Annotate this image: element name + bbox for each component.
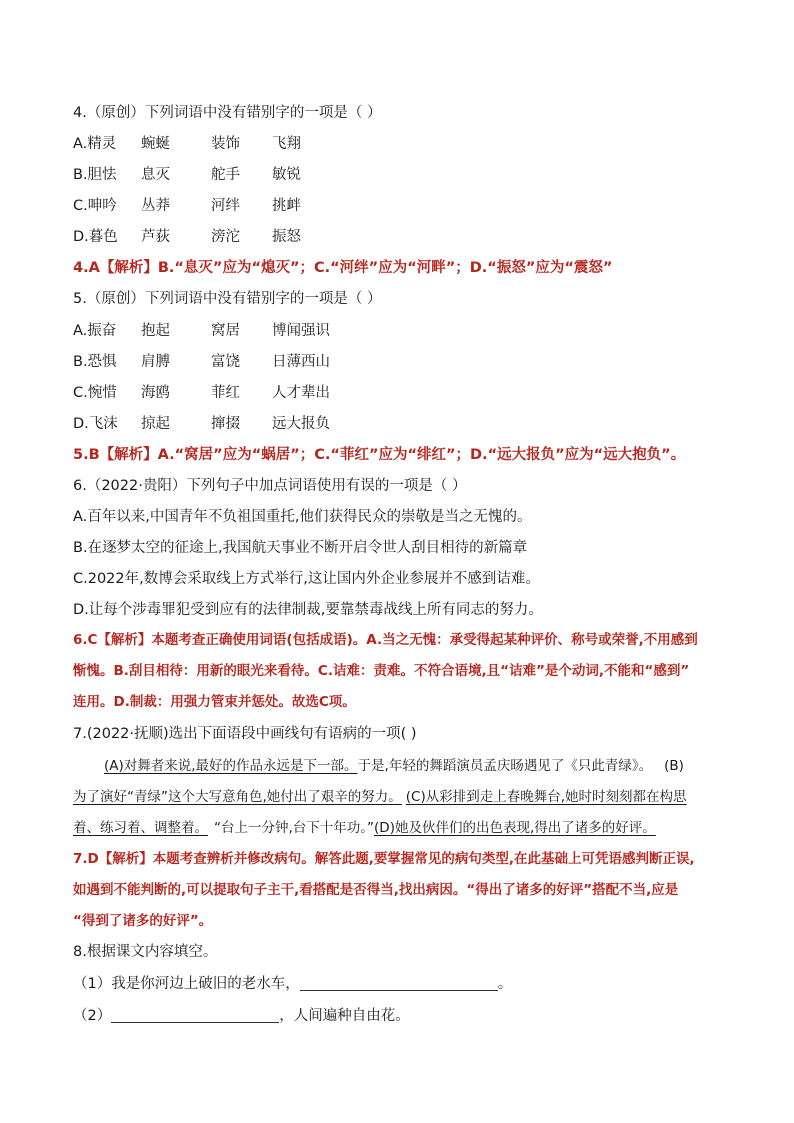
fill-blank-2[interactable] bbox=[111, 1006, 279, 1023]
q4-answer: 4.A【解析】B.“息灭”应为“熄灭”；C.“河绊”应为“河畔”；D.“振怒”应为“震怒” bbox=[73, 260, 613, 276]
q6-option-d: D.让每个涉毒罪犯受到应有的法律制裁,要靠禁毒战线上所有同志的努力。 bbox=[73, 602, 543, 618]
q4-option-c: C.呻吟 丛莽 河绊 挑衅 bbox=[73, 198, 301, 214]
q7-answer-line-2: 如遇到不能判断的,可以提取句子主干,看搭配是否得当,找出病因。“得出了诸多的好评”搭配不当,应是 bbox=[73, 882, 679, 898]
q6-answer-line-1: 6.C【解析】本题考查正确使用词语(包括成语)。A.当之无愧：承受得起某种评价、称号或荣誉,不用感到 bbox=[73, 632, 698, 648]
q5-option-c: C.惋惜 海鸥 菲红 人才辈出 bbox=[73, 385, 330, 401]
q7-stem: 7.(2022·抚顺)选出下面语段中画线句有语病的一项( ) bbox=[73, 726, 417, 742]
q4-option-d: D.暮色 芦荻 滂沱 振怒 bbox=[73, 229, 301, 245]
q6-answer-line-2: 惭愧。B.刮目相待：用新的眼光来看待。C.诘难：责难。不符合语境,且“诘难”是个动词,不能和“感到” bbox=[73, 663, 690, 679]
q6-option-a: A.百年以来,中国青年不负祖国重托,他们获得民众的崇敬是当之无愧的。 bbox=[73, 509, 532, 525]
q8-item-1: （1）我是你河边上破旧的老水车， 。 bbox=[73, 976, 513, 992]
q7-sentence-d: (D)她及伙伴们的出色表现,得出了诸多的好评。 bbox=[374, 820, 656, 836]
q7-sentence-a: (A)对舞者来说,最好的作品永远是下一部。 bbox=[104, 758, 358, 774]
q7-sentence-b: 为了演好“青绿”这个大写意角色,她付出了艰辛的努力。 bbox=[73, 789, 402, 805]
q5-option-b: B.恐惧 肩膊 富饶 日薄西山 bbox=[73, 354, 330, 370]
q6-answer-line-3: 连用。D.制裁：用强力管束并惩处。故选C项。 bbox=[73, 694, 356, 710]
q6-stem: 6.（2022·贵阳）下列句子中加点词语使用有误的一项是（ ） bbox=[73, 478, 467, 494]
q7-passage-line-1: (A)对舞者来说,最好的作品永远是下一部。于是,年轻的舞蹈演员孟庆旸遇见了《只此青绿》。 (B) bbox=[104, 758, 684, 774]
q8-item-2: （2） ，人间遍种自由花。 bbox=[73, 1008, 410, 1024]
q6-option-b: B.在逐梦太空的征途上,我国航天事业不断开启令世人刮目相待的新篇章 bbox=[73, 540, 528, 556]
q7-sentence-c: (C)从彩排到走上春晚舞台,她时时刻刻都在构思 bbox=[405, 789, 687, 805]
q7-quote: “台上一分钟,台下十年功。” bbox=[214, 820, 375, 836]
q4-option-a: A.精灵 蜿蜒 装饰 飞翔 bbox=[73, 136, 301, 152]
q5-option-d: D.飞沫 掠起 撺掇 远大报负 bbox=[73, 416, 330, 432]
q7-answer-line-1: 7.D【解析】本题考查辨析并修改病句。解答此题,要掌握常见的病句类型,在此基础上可凭语感判断正误, bbox=[73, 851, 695, 867]
q7-sentence-c-cont: 着、练习着、调整着。 bbox=[73, 820, 208, 836]
q7-passage-line-2 bbox=[73, 787, 734, 807]
q4-stem: 4.（原创）下列词语中没有错别字的一项是（ ） bbox=[73, 105, 382, 121]
q6-option-c: C.2022年,数博会采取线上方式举行,这让国内外企业参展并不感到诘难。 bbox=[73, 571, 540, 587]
q5-stem: 5.（原创）下列词语中没有错别字的一项是（ ） bbox=[73, 291, 382, 307]
q5-answer: 5.B【解析】A.“窝居”应为“蜗居”；C.“菲红”应为“绯红”；D.“远大报负”应为“远大抱负”。 bbox=[73, 447, 686, 463]
fill-blank-1[interactable] bbox=[300, 974, 498, 991]
q7-passage-line-3 bbox=[73, 818, 734, 838]
q7-answer-line-3: “得到了诸多的好评”。 bbox=[73, 913, 213, 929]
q8-stem: 8.根据课文内容填空。 bbox=[73, 944, 218, 960]
q5-option-a: A.振奋 抱起 窝居 博闻强识 bbox=[73, 323, 330, 339]
q4-option-b: B.胆怯 息灭 舵手 敏锐 bbox=[73, 167, 301, 183]
